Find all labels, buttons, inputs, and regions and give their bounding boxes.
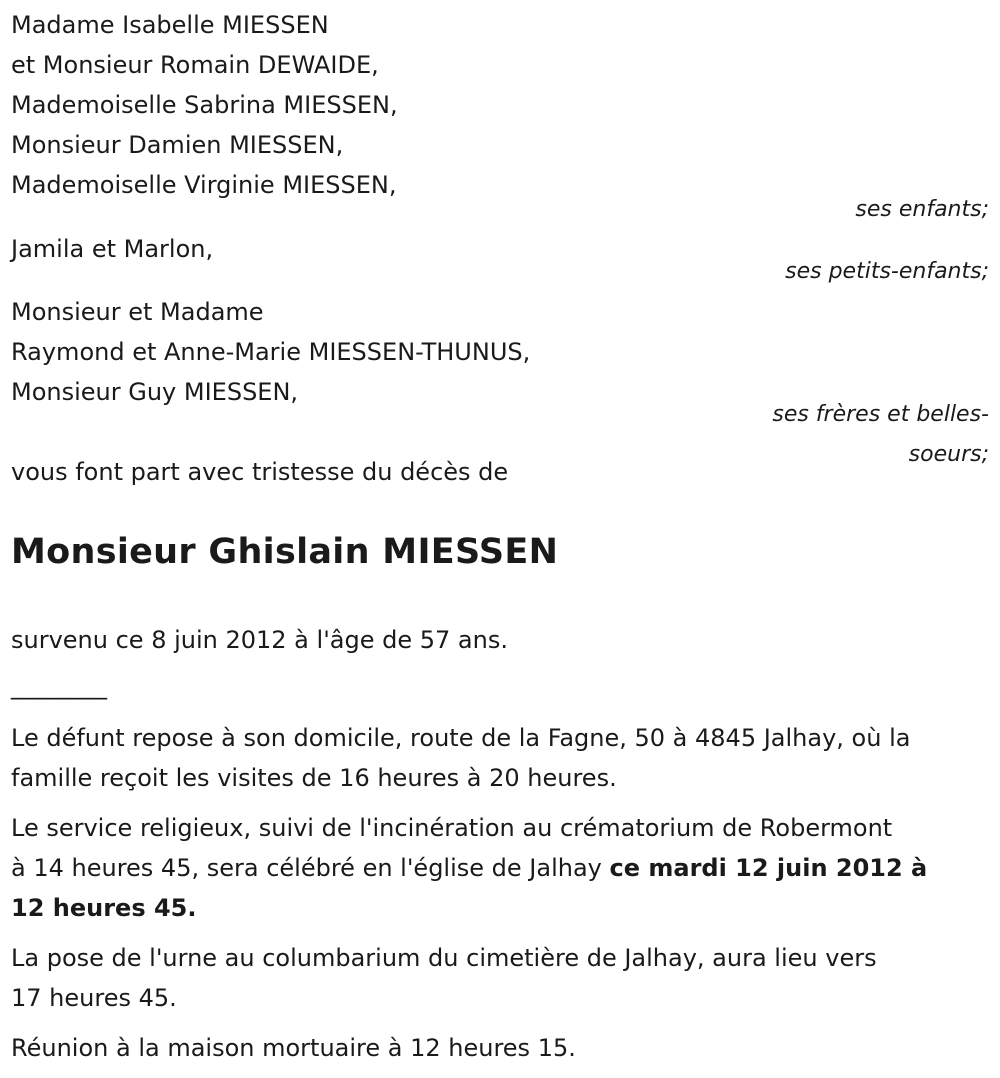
wake-text: Le défunt repose à son domicile, route de la Fagne, 50 à 4845 Jalhay, où la famille reçoit les visites de 16 heures à 20 heures. bbox=[11, 724, 911, 792]
separator-line: ________ bbox=[11, 672, 107, 700]
reunion-paragraph: Réunion à la maison mortuaire à 12 heures 15. bbox=[11, 1034, 576, 1062]
grandchildren-list bbox=[11, 229, 213, 269]
death-info: survenu ce 8 juin 2012 à l'âge de 57 ans. bbox=[11, 626, 508, 654]
family-member: Madame Isabelle MIESSEN bbox=[11, 11, 329, 39]
service-line bbox=[11, 848, 989, 888]
announcement-text: vous font part avec tristesse du décès de bbox=[11, 458, 509, 486]
children-relation: ses enfants; bbox=[855, 197, 989, 222]
family-member: Monsieur Damien MIESSEN, bbox=[11, 131, 344, 159]
urn-line: La pose de l'urne au columbarium du cimetière de Jalhay, aura lieu vers bbox=[11, 944, 877, 972]
children-list bbox=[11, 5, 398, 205]
family-member: Jamila et Marlon, bbox=[11, 235, 214, 263]
siblings-relation bbox=[772, 395, 989, 475]
family-member: Raymond et Anne-Marie MIESSEN-THUNUS, bbox=[11, 338, 531, 366]
family-member: Mademoiselle Sabrina MIESSEN, bbox=[11, 91, 398, 119]
wake-paragraph bbox=[11, 718, 989, 798]
siblings-relation-line: ses frères et belles- bbox=[772, 402, 989, 427]
service-text: à 14 heures 45, sera célébré en l'église de Jalhay bbox=[11, 854, 610, 882]
family-member: Mademoiselle Virginie MIESSEN, bbox=[11, 171, 397, 199]
urn-paragraph bbox=[11, 938, 989, 1018]
family-member: Monsieur et Madame bbox=[11, 298, 264, 326]
service-line: Le service religieux, suivi de l'incinération au crématorium de Robermont bbox=[11, 814, 893, 842]
family-member: Monsieur Guy MIESSEN, bbox=[11, 378, 299, 406]
grandchildren-relation: ses petits-enfants; bbox=[785, 259, 989, 284]
family-member: et Monsieur Romain DEWAIDE, bbox=[11, 51, 379, 79]
siblings-list bbox=[11, 292, 530, 412]
siblings-relation-line: soeurs; bbox=[908, 442, 989, 467]
deceased-name: Monsieur Ghislain MIESSEN bbox=[11, 532, 559, 572]
urn-line: 17 heures 45. bbox=[11, 984, 177, 1012]
service-time-bold: 12 heures 45. bbox=[11, 894, 197, 922]
service-date-bold: ce mardi 12 juin 2012 à bbox=[609, 854, 928, 882]
service-paragraph bbox=[11, 808, 989, 928]
